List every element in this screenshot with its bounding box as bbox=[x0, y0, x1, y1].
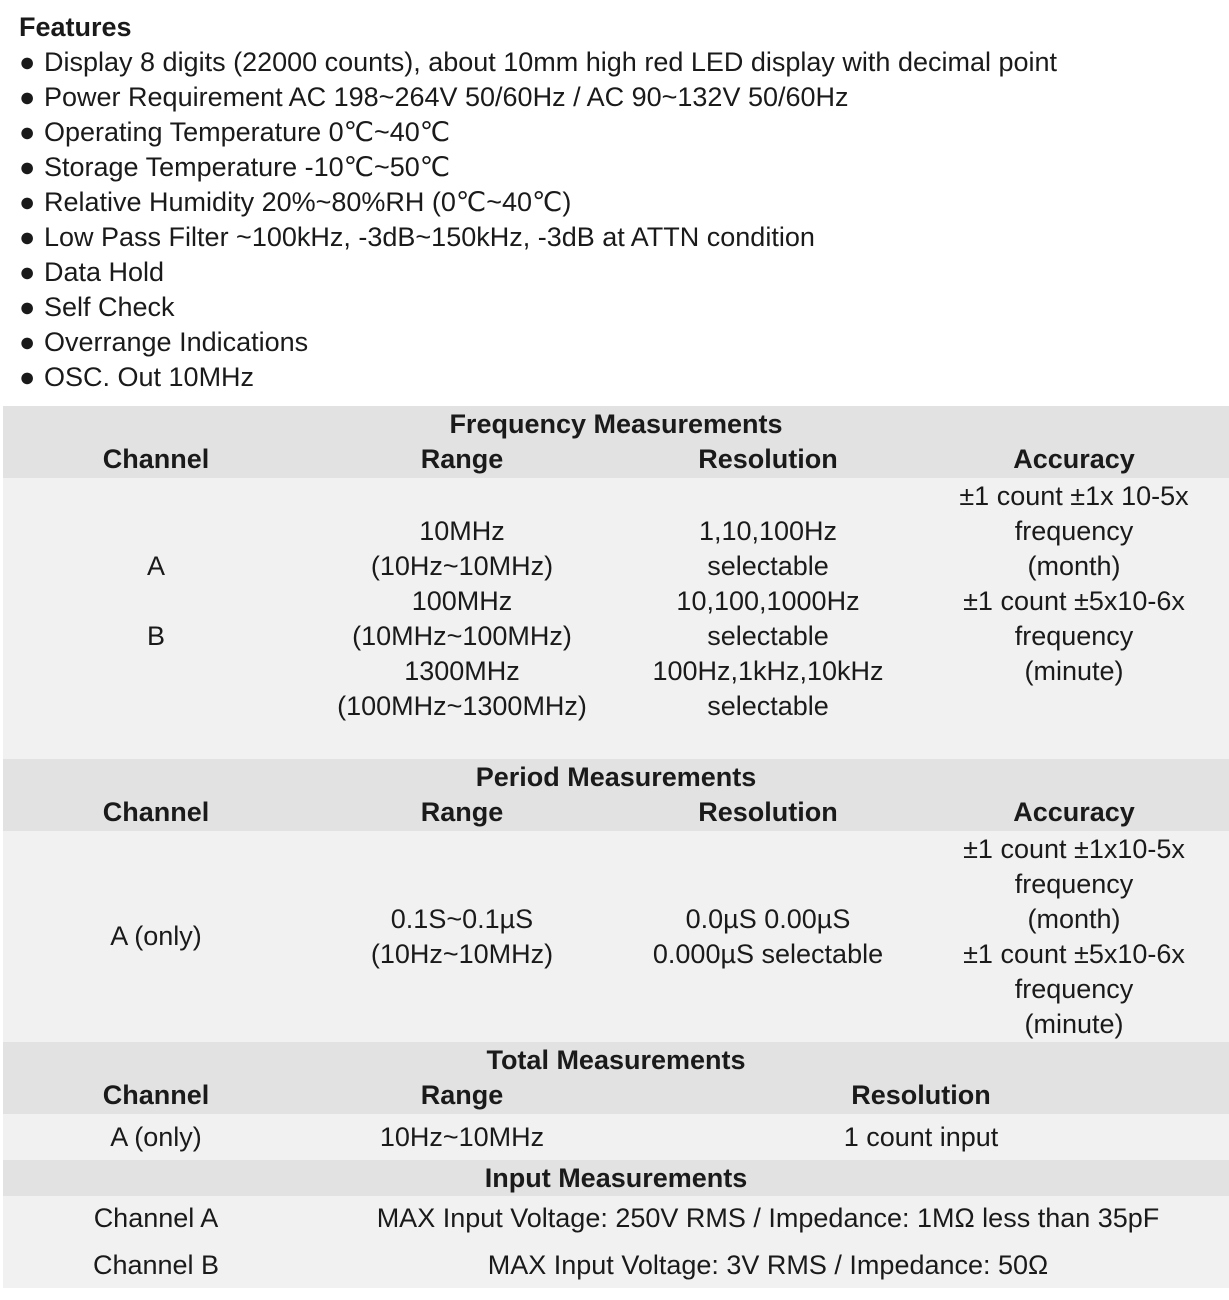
period-channel: A (only) bbox=[110, 921, 202, 951]
total-channel: A (only) bbox=[110, 1122, 202, 1152]
feature-text: Relative Humidity 20%~80%RH (0℃~40℃) bbox=[44, 187, 572, 217]
feature-item bbox=[19, 325, 1057, 360]
period-header-channel: Channel bbox=[102, 797, 210, 827]
frequency-header-range: Range bbox=[420, 444, 504, 474]
bullet-icon: ● bbox=[19, 257, 36, 287]
frequency-channel-line: A bbox=[146, 551, 165, 581]
feature-item bbox=[19, 115, 1057, 150]
feature-item bbox=[19, 220, 1057, 255]
input-section-title: Input Measurements bbox=[484, 1163, 748, 1193]
frequency-resolution-line: selectable bbox=[707, 551, 829, 581]
bullet-icon: ● bbox=[19, 187, 36, 217]
total-section-title: Total Measurements bbox=[486, 1045, 746, 1075]
feature-item bbox=[19, 290, 1057, 325]
bullet-icon: ● bbox=[19, 117, 36, 147]
period-accuracy-line: ±1 count ±5x10-6x bbox=[963, 939, 1185, 969]
total-header-resolution: Resolution bbox=[851, 1080, 991, 1110]
features-list bbox=[19, 45, 1057, 395]
feature-text: OSC. Out 10MHz bbox=[44, 362, 255, 392]
frequency-header-accuracy: Accuracy bbox=[1013, 444, 1135, 474]
input-value: MAX Input Voltage: 3V RMS / Impedance: 50Ω bbox=[487, 1250, 1049, 1280]
period-header-accuracy: Accuracy bbox=[1013, 797, 1135, 827]
period-accuracy-line: (month) bbox=[1027, 904, 1121, 934]
feature-text: Self Check bbox=[44, 292, 175, 322]
period-resolution-line: 0.000µS selectable bbox=[652, 939, 884, 969]
input-channel: Channel A bbox=[93, 1203, 219, 1233]
frequency-accuracy-line: (month) bbox=[1027, 551, 1121, 581]
frequency-range-line: (10MHz~100MHz) bbox=[352, 621, 572, 651]
frequency-range-line: 10MHz bbox=[419, 516, 505, 546]
frequency-accuracy-line: frequency bbox=[1014, 516, 1134, 546]
bullet-icon: ● bbox=[19, 47, 36, 77]
frequency-channel-line: B bbox=[146, 621, 165, 651]
feature-text: Operating Temperature 0℃~40℃ bbox=[44, 117, 451, 147]
frequency-header-resolution: Resolution bbox=[698, 444, 838, 474]
frequency-accuracy-line: ±1 count ±5x10-6x bbox=[963, 586, 1185, 616]
input-channel: Channel B bbox=[92, 1250, 220, 1280]
period-section-title: Period Measurements bbox=[475, 762, 757, 792]
frequency-resolution-line: selectable bbox=[707, 691, 829, 721]
frequency-resolution-line: 10,100,1000Hz bbox=[676, 586, 860, 616]
frequency-resolution-line: selectable bbox=[707, 621, 829, 651]
period-header-resolution: Resolution bbox=[698, 797, 838, 827]
feature-text: Overrange Indications bbox=[44, 327, 309, 357]
total-range: 10Hz~10MHz bbox=[379, 1122, 545, 1152]
bullet-icon: ● bbox=[19, 362, 36, 392]
frequency-range-line: (100MHz~1300MHz) bbox=[337, 691, 587, 721]
period-header-range: Range bbox=[420, 797, 504, 827]
total-header-range: Range bbox=[420, 1080, 504, 1110]
frequency-accuracy-line: ±1 count ±1x 10-5x bbox=[959, 481, 1189, 511]
bullet-icon: ● bbox=[19, 152, 36, 182]
feature-text: Data Hold bbox=[44, 257, 165, 287]
total-header-channel: Channel bbox=[102, 1080, 210, 1110]
bullet-icon: ● bbox=[19, 292, 36, 322]
feature-text: Low Pass Filter ~100kHz, -3dB~150kHz, -3dB at ATTN condition bbox=[44, 222, 815, 252]
frequency-resolution-line: 1,10,100Hz bbox=[698, 516, 838, 546]
period-accuracy-line: ±1 count ±1x10-5x bbox=[963, 834, 1185, 864]
period-accuracy-line: frequency bbox=[1014, 974, 1134, 1004]
features-title: Features bbox=[19, 12, 132, 42]
frequency-header-channel: Channel bbox=[102, 444, 210, 474]
total-resolution: 1 count input bbox=[843, 1122, 999, 1152]
bullet-icon: ● bbox=[19, 82, 36, 112]
bullet-icon: ● bbox=[19, 327, 36, 357]
feature-text: Storage Temperature -10℃~50℃ bbox=[44, 152, 451, 182]
feature-item bbox=[19, 185, 1057, 220]
feature-item bbox=[19, 150, 1057, 185]
frequency-accuracy-line: frequency bbox=[1014, 621, 1134, 651]
feature-text: Power Requirement AC 198~264V 50/60Hz / AC 90~132V 50/60Hz bbox=[44, 82, 849, 112]
frequency-resolution-line: 100Hz,1kHz,10kHz bbox=[652, 656, 884, 686]
feature-item bbox=[19, 45, 1057, 80]
feature-text: Display 8 digits (22000 counts), about 10mm high red LED display with decimal point bbox=[44, 47, 1058, 77]
period-accuracy-line: (minute) bbox=[1024, 1009, 1124, 1039]
frequency-range-line: 100MHz bbox=[411, 586, 513, 616]
frequency-accuracy-line: (minute) bbox=[1024, 656, 1124, 686]
period-range-line: 0.1S~0.1µS bbox=[390, 904, 534, 934]
bullet-icon: ● bbox=[19, 222, 36, 252]
input-value: MAX Input Voltage: 250V RMS / Impedance: 1MΩ less than 35pF bbox=[376, 1203, 1160, 1233]
period-resolution-line: 0.0µS 0.00µS bbox=[685, 904, 851, 934]
feature-item bbox=[19, 255, 1057, 290]
frequency-section-title: Frequency Measurements bbox=[449, 409, 783, 439]
feature-item bbox=[19, 360, 1057, 395]
frequency-range-line: 1300MHz bbox=[404, 656, 520, 686]
feature-item bbox=[19, 80, 1057, 115]
period-range-line: (10Hz~10MHz) bbox=[370, 939, 554, 969]
period-accuracy-line: frequency bbox=[1014, 869, 1134, 899]
frequency-range-line: (10Hz~10MHz) bbox=[370, 551, 554, 581]
